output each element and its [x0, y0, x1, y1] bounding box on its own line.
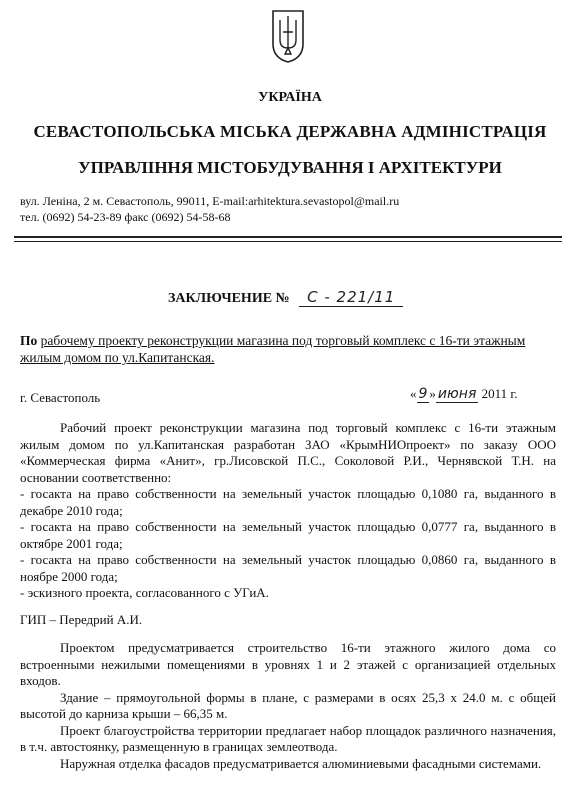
address-line: вул. Леніна, 2 м. Севастополь, 99011, E-mail:arhitektura.sevastopol@mail.ru: [20, 194, 400, 208]
header-rule-thick: [14, 236, 562, 238]
list-item: - госакта на право собственности на земельный участок площадью 0,1080 га, выданного в декабре 2010 года;: [20, 486, 556, 518]
paragraph-landscaping: Проект благоустройства территории предлагает набор площадок различного назначения, в т.ч. автостоянку, размещенную в границах землеотвода.: [20, 722, 556, 754]
subject-text: рабочему проекту реконструкции магазина под торговый комплекс с 16-ти этажным жилым домом по ул.Капитанская.: [20, 333, 526, 365]
subject-line: [20, 332, 560, 366]
document-date: « 9 » июня 2011 г.: [410, 386, 518, 402]
header-rule-thin: [14, 241, 562, 242]
paragraph-intro: Рабочий проект реконструкции магазина под торговый комплекс с 16-ти этажным жилым домом по ул.Капитанская разработан ЗАО «КрымНИОпроект» по заказу ООО «Коммерческая фирма «Анит», гр.Лисовской П.С., Соколовой Р.И., Чернявской Т.Н. на основании соответственно:: [20, 420, 556, 485]
department-name: УПРАВЛІННЯ МІСТОБУДУВАННЯ І АРХІТЕКТУРИ: [78, 158, 502, 177]
country-name: УКРАЇНА: [258, 90, 322, 105]
list-item: - госакта на право собственности на земельный участок площадью 0,0860 га, выданного в ноябре 2000 года;: [20, 552, 556, 584]
city-name: г. Севастополь: [20, 390, 101, 405]
list-item: - госакта на право собственности на земельный участок площадью 0,0777 га, выданного в октябре 2001 года;: [20, 519, 556, 551]
date-month: июня: [437, 386, 477, 402]
body-section-description: [20, 640, 556, 772]
paragraph-building: Здание – прямоугольной формы в плане, с размерами в осях 25,3 х 24.0 м. с общей высотой до карниза крыши – 66,35 м.: [20, 689, 556, 721]
administration-name: СЕВАСТОПОЛЬСЬКА МІСЬКА ДЕРЖАВНА АДМІНІСТРАЦІЯ: [33, 122, 547, 141]
subject-lead: По: [20, 333, 38, 348]
body-section-basis: [20, 420, 556, 602]
conclusion-label: ЗАКЛЮЧЕНИЕ №: [168, 291, 290, 306]
date-day: 9: [418, 386, 428, 402]
conclusion-number: С - 221/11: [299, 288, 403, 307]
phone-line: тел. (0692) 54-23-89 факс (0692) 54-58-68: [20, 210, 231, 224]
paragraph-facade: Наружная отделка фасадов предусматривается алюминиевыми фасадными системами.: [60, 755, 542, 771]
list-item: - эскизного проекта, согласованного с УГиА.: [20, 585, 269, 600]
trident-coat-of-arms-icon: [270, 8, 306, 64]
paragraph-construction: Проектом предусматривается строительство 16-ти этажного жилого дома со встроенными нежилыми помещениями в уровнях 1 и 2 этажей с организацией отдельных входов.: [20, 640, 556, 688]
chief-engineer-line: ГИП – Передрий А.И.: [20, 612, 143, 627]
date-year: 2011 г.: [481, 386, 518, 401]
conclusion-heading: [168, 288, 403, 307]
